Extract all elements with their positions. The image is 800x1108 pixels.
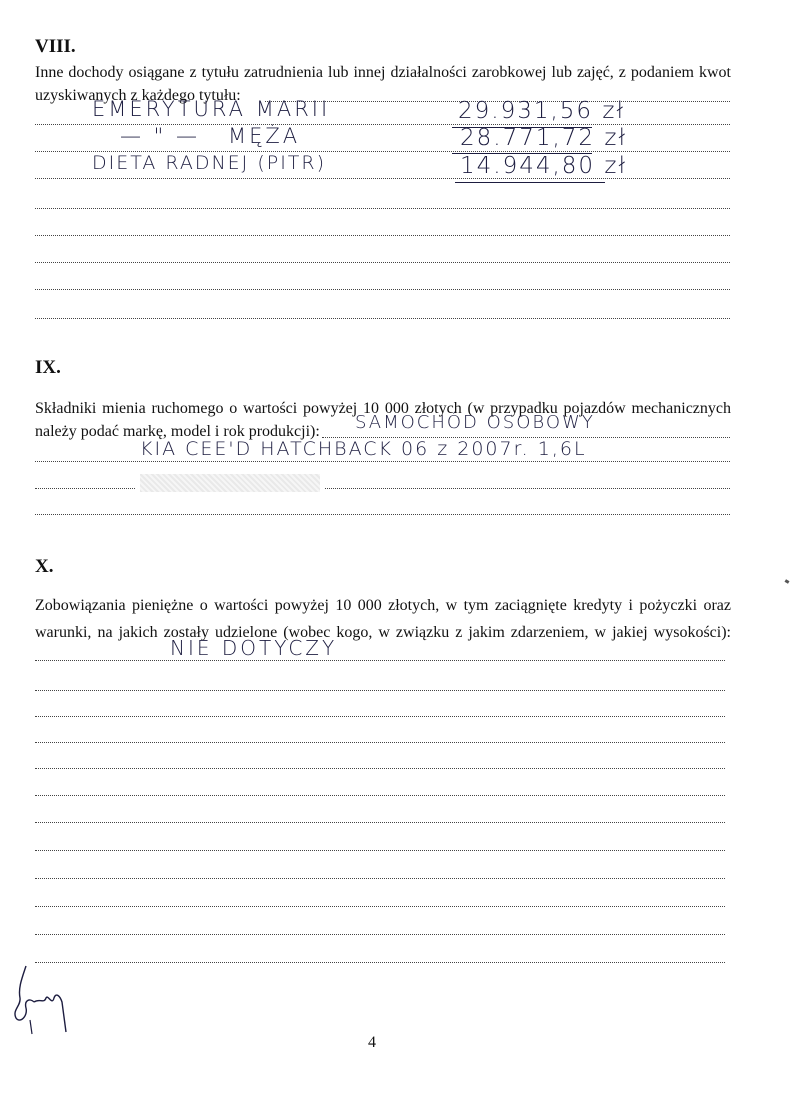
dotted-line [35,514,730,515]
income-entry-3-description: DIETA RADNEJ (PITR) [92,152,327,174]
dotted-line [35,289,730,290]
dotted-line [325,488,730,489]
section-viii-text-line1: Inne dochody osiągane z tytułu zatrudnienia lub innej działalności zarobkowej lub zajęć, z podaniem kwot [35,64,731,81]
section-x-text-line2: warunki, na jakich zostały udzielone (wobec kogo, w związku z jakim zdarzeniem, w jakiej wysokości): [35,624,731,641]
income-entry-2-extra: MĘŻA [228,124,301,148]
redacted-area [140,474,320,492]
dotted-line [35,488,135,489]
dotted-line [35,318,730,319]
dotted-line [35,262,730,263]
dotted-line [35,878,725,879]
dotted-line [35,768,725,769]
liabilities-handwritten: NIE DOTYCZY [170,636,338,660]
dotted-line [35,795,725,796]
income-entry-1-description: EMERYTURA MARII [92,97,331,121]
section-ix-text-line1: Składniki mienia ruchomego o wartości powyżej 10 000 złotych (w przypadku pojazdów mechanicznych [35,400,731,417]
section-viii-heading: VIII. [35,36,76,57]
dotted-line [35,461,730,462]
handwritten-underline [455,182,605,183]
page-number: 4 [368,1034,376,1051]
section-ix-text-line2: należy podać markę, model i rok produkcji): [35,423,320,440]
income-entry-2-amount: 28.771,72 zł [460,125,627,151]
dotted-line [35,690,725,691]
dotted-line [35,660,725,661]
dotted-line [35,742,725,743]
income-entry-2-description: — " — [120,124,201,148]
signature-initials [4,958,74,1038]
dotted-line [35,716,725,717]
income-entry-3-amount: 14.944,80 zł [460,153,627,179]
scan-speck [785,579,790,584]
dotted-line [35,235,730,236]
section-viii-text-line2: uzyskiwanych z każdego tytułu: [35,87,241,104]
income-entry-1-amount: 29.931,56 zł [458,98,625,124]
dotted-line [35,962,725,963]
section-x-heading: X. [35,556,54,577]
dotted-line [35,934,725,935]
dotted-line [35,850,725,851]
vehicle-type-handwritten: SAMOCHÓD OSOBOWY [355,412,595,433]
dotted-line [35,906,725,907]
dotted-line [35,208,730,209]
section-x-text-line1: Zobowiązania pieniężne o wartości powyżej 10 000 złotych, w tym zaciągnięte kredyty i pożyczki oraz [35,597,731,614]
vehicle-model-handwritten: KIA CEE'D HATCHBACK 06 z 2007r. 1,6L [140,438,587,460]
section-ix-heading: IX. [35,357,61,378]
dotted-line [35,822,725,823]
